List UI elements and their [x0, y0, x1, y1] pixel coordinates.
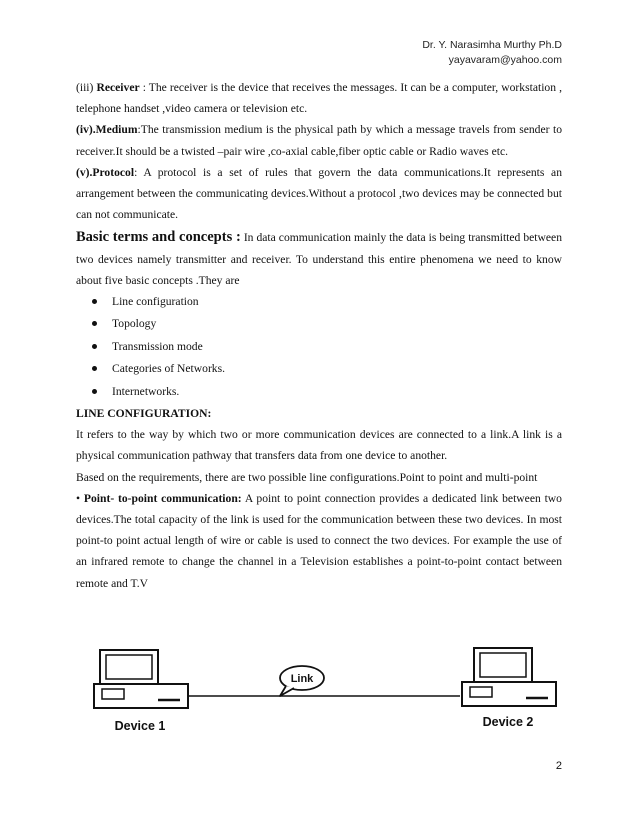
protocol-term: (v).Protocol: [76, 165, 135, 179]
author-name: Dr. Y. Narasimha Murthy Ph.D: [422, 39, 562, 51]
medium-text: :The transmission medium is the physical path by which a message travels from sender to receiver.It should be a twisted –pair wire ,co-axial cable,fiber optic cable or Radio waves etc.: [76, 123, 562, 158]
page-header: [422, 38, 562, 68]
list-item: Line configuration: [92, 291, 562, 313]
concepts-list: [76, 291, 562, 403]
receiver-text: : The receiver is the device that receives the messages. It can be a computer, workstation , telephone handset ,video camera or television etc.: [76, 81, 562, 116]
p2p-term: Point- to-point communication:: [83, 491, 242, 505]
device2-label: Device 2: [482, 715, 534, 729]
page-number: 2: [555, 760, 562, 772]
p2p-text: A point to point connection provides a dedicated link between two devices.The total capacity of the link is used for the communication between these two devices. In most point-to point actual length of wire or cable is used to connect the two devices. For example the use of an infrared remote to change the channel in a Television establishes a point-to-point contact between remote and T.V: [76, 491, 562, 590]
protocol-text: : A protocol is a set of rules that govern the data communications.It represents an arrangement between the communicating devices.Without a protocol ,two devices may be connected but can not communicate.: [76, 165, 562, 222]
medium-term: (iv).Medium: [76, 123, 138, 137]
protocol-paragraph: [76, 162, 562, 226]
link-label: Link: [290, 673, 314, 685]
list-item: Topology: [92, 313, 562, 335]
list-item: Categories of Networks.: [92, 358, 562, 380]
basic-terms-heading: Basic terms and concepts :: [76, 229, 241, 246]
line-config-para1: It refers to the way by which two or more communication devices are connected to a link.A link is a physical communication pathway that transfers data from one device to another.: [76, 428, 562, 463]
point-to-point-diagram: [80, 640, 560, 740]
list-item: Internetworks.: [92, 381, 562, 403]
basic-terms-text: In data communication mainly the data is being transmitted between two devices namely transmitter and receiver. To understand this entire phenomena we need to know about five basic concepts .They are: [76, 231, 562, 287]
line-config-para2: Based on the requirements, there are two possible line configurations.Point to point and multi-point: [76, 470, 538, 484]
bullet-icon: [92, 344, 97, 349]
basic-terms-paragraph: [76, 227, 562, 291]
receiver-label: (iii): [76, 81, 97, 94]
device1-label: Device 1: [114, 719, 166, 733]
bullet-icon: [92, 389, 97, 394]
author-email: yayavaram@yahoo.com: [448, 54, 562, 66]
list-item: Transmission mode: [92, 336, 562, 358]
bullet-icon: [92, 366, 97, 371]
line-config-heading: LINE CONFIGURATION:: [76, 407, 212, 421]
device1-icon: [94, 650, 188, 708]
p2p-paragraph: [76, 488, 562, 594]
bullet-icon: [92, 321, 97, 326]
page-content: [76, 77, 562, 594]
receiver-paragraph: [76, 77, 562, 119]
p2p-bullet: •: [76, 491, 84, 505]
receiver-term: Receiver: [96, 81, 140, 94]
device2-icon: [462, 648, 556, 706]
bullet-icon: [92, 299, 97, 304]
medium-paragraph: [76, 119, 562, 161]
